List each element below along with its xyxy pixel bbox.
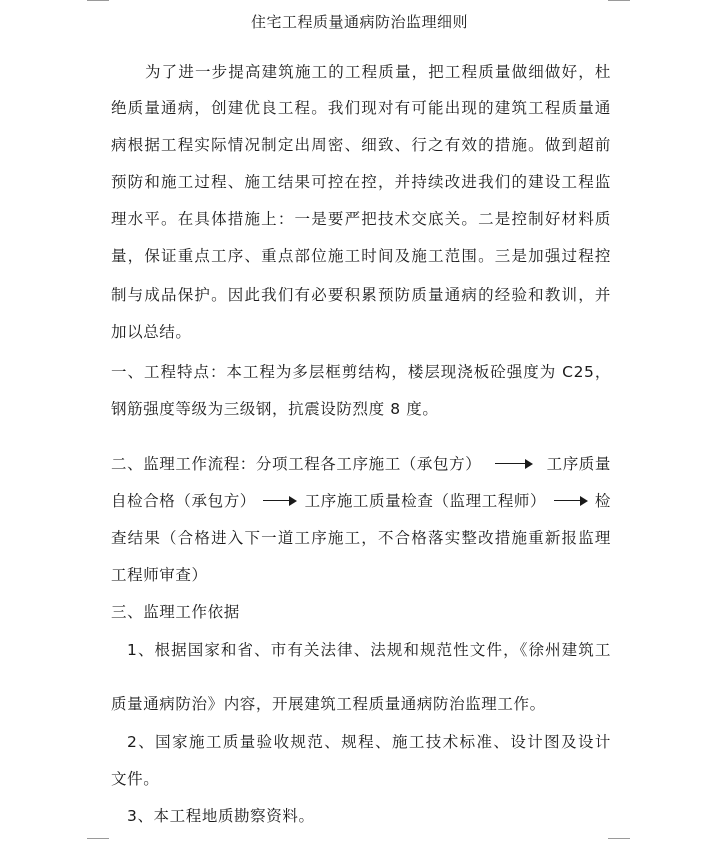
- workflow-step-text: 检: [594, 492, 611, 510]
- workflow-step-text: 工序施工质量检查（监理工程师）: [304, 492, 547, 510]
- arrow-right-icon: [263, 496, 297, 506]
- section3-item-line: 2、国家施工质量验收规范、规程、施工技术标准、设计图及设计: [127, 733, 611, 751]
- page-corner-mark-top-left: [87, 0, 109, 1]
- section3-item-line: 3、本工程地质勘察资料。: [127, 807, 315, 825]
- intro-line: 制与成品保护。因此我们有必要积累预防质量通病的经验和教训，并: [111, 286, 611, 304]
- section3-item-line: 1、根据国家和省、市有关法律、法规和规范性文件，《徐州建筑工: [127, 641, 611, 659]
- workflow-line: [111, 489, 611, 513]
- page-corner-mark-bottom-left: [87, 838, 109, 839]
- intro-line: 量，保证重点工序、重点部位施工时间及施工范围。三是加强过程控: [111, 247, 611, 265]
- section3-item-line: 质量通病防治》内容，开展建筑工程质量通病防治监理工作。: [111, 695, 546, 713]
- section2-line: 工程师审查）: [111, 566, 208, 584]
- section1-line: 钢筋强度等级为三级钢，抗震设防烈度 8 度。: [111, 400, 439, 418]
- workflow-step-text: 自检合格（承包方）: [111, 492, 256, 510]
- section3-item-line: 文件。: [111, 770, 160, 788]
- intro-line: 绝质量通病，创建优良工程。我们现对有可能出现的建筑工程质量通: [111, 99, 611, 117]
- intro-line: 加以总结。: [111, 323, 192, 341]
- intro-line: 病根据工程实际情况制定出周密、细致、行之有效的措施。做到超前: [111, 136, 611, 154]
- page-corner-mark-top-right: [608, 0, 630, 1]
- section2-line: 查结果（合格进入下一道工序施工，不合格落实整改措施重新报监理: [111, 529, 611, 547]
- document-title: 住宅工程质量通病防治监理细则: [250, 13, 468, 31]
- intro-line: 理水平。在具体措施上：一是要严把技术交底关。二是控制好材料质: [111, 210, 611, 228]
- workflow-step-text: 工序质量: [546, 455, 611, 473]
- workflow-line: [111, 452, 611, 476]
- workflow-step-text: 二、监理工作流程：分项工程各工序施工（承包方）: [111, 455, 482, 473]
- arrow-right-icon: [554, 496, 588, 506]
- arrow-right-icon: [495, 459, 533, 469]
- section3-heading: 三、监理工作依据: [111, 603, 240, 621]
- page-corner-mark-bottom-right: [608, 838, 630, 839]
- intro-line: 为了进一步提高建筑施工的工程质量，把工程质量做细做好，杜: [145, 63, 611, 81]
- intro-line: 预防和施工过程、施工结果可控在控，并持续改进我们的建设工程监: [111, 173, 611, 191]
- section1-line: 一、工程特点：本工程为多层框剪结构，楼层现浇板砼强度为 C25，: [111, 363, 611, 381]
